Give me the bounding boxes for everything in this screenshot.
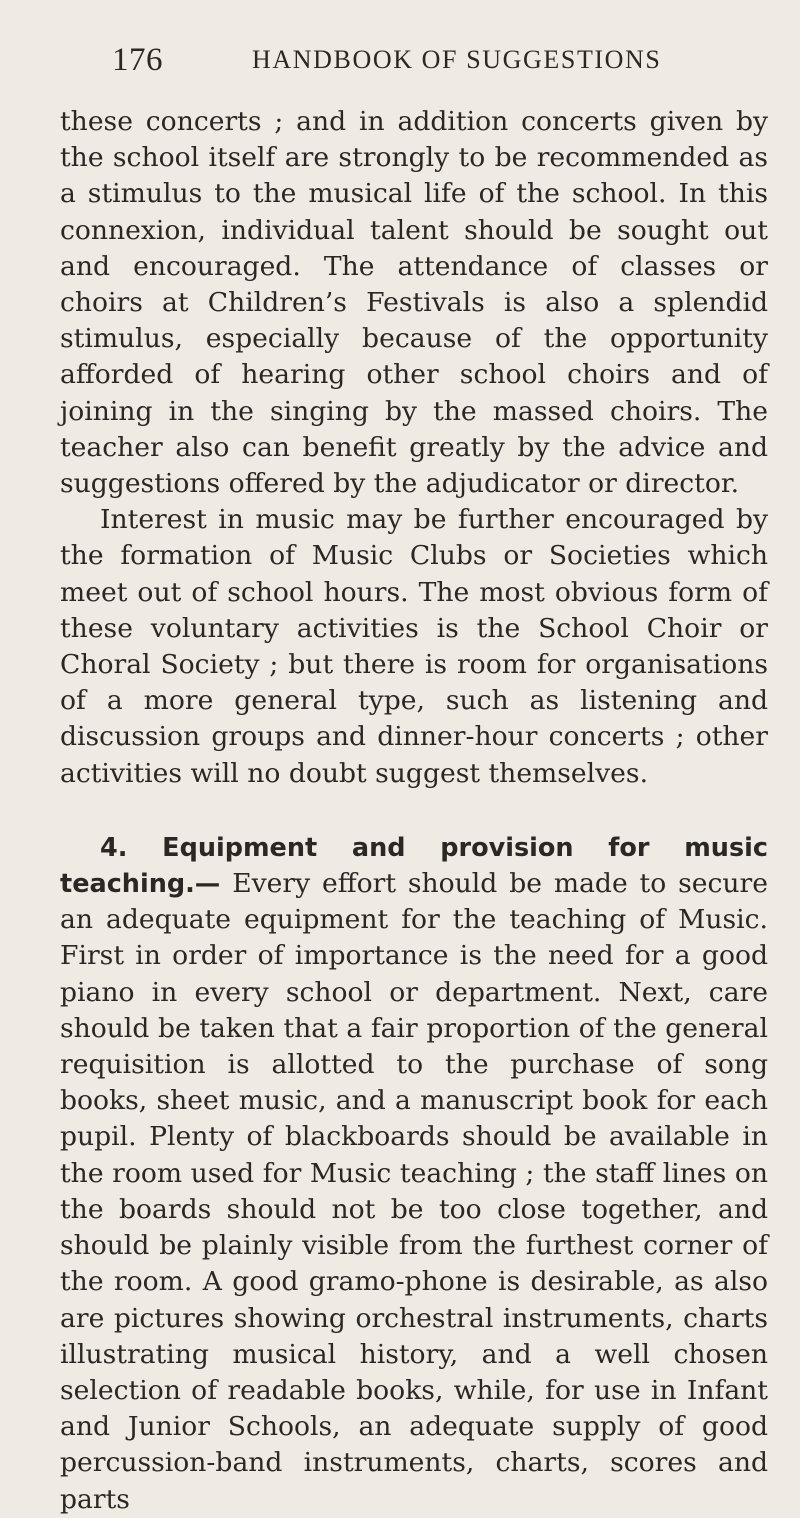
running-head: HANDBOOK OF SUGGESTIONS <box>252 45 662 74</box>
page-header <box>112 40 760 80</box>
section-gap <box>60 792 768 830</box>
section-text: Every effort should be made to secure an adequate equipment for the teaching of Music. First in order of importance is the need for a good piano in every school or department. Next, care should be taken that a fair proportion of the general requisition is allotted to the purchase of song books, sheet music, and a manuscript book for each pupil. Plenty of blackboards should be available in the room used for Music teaching ; the staff lines on the boards should not be too close together, and should be plainly visible from the furthest corner of the room. A good gramo-phone is desirable, as also are pictures showing orchestral instruments, charts illustrating musical history, and a well chosen selection of readable books, while, for use in Infant and Junior Schools, an adequate supply of good percussion-band instruments, charts, scores and parts <box>60 868 768 1515</box>
paragraph: Interest in music may be further encouraged by the formation of Music Clubs or Societies which meet out of school hours. The most obvious form of these voluntary activities is the School Choir or Choral Society ; but there is room for organisations of a more general type, such as listening and discussion groups and dinner-hour concerts ; other activities will no doubt suggest themselves. <box>60 504 768 789</box>
page-number: 176 <box>112 41 163 78</box>
section-heading: 4. Equipment and provision for music teaching.— <box>60 832 768 900</box>
section-paragraph <box>60 830 768 1518</box>
body-text <box>60 104 768 1518</box>
paragraph: these concerts ; and in addition concerts given by the school itself are strongly to be recommended as a stimulus to the musical life of the school. In this connexion, individual talent should be sought out and encouraged. The attendance of classes or choirs at Children’s Festivals is also a splendid stimulus, especially because of the opportunity afforded of hearing other school choirs and of joining in the singing by the massed choirs. The teacher also can benefit greatly by the advice and suggestions offered by the adjudicator or director. <box>60 106 768 500</box>
